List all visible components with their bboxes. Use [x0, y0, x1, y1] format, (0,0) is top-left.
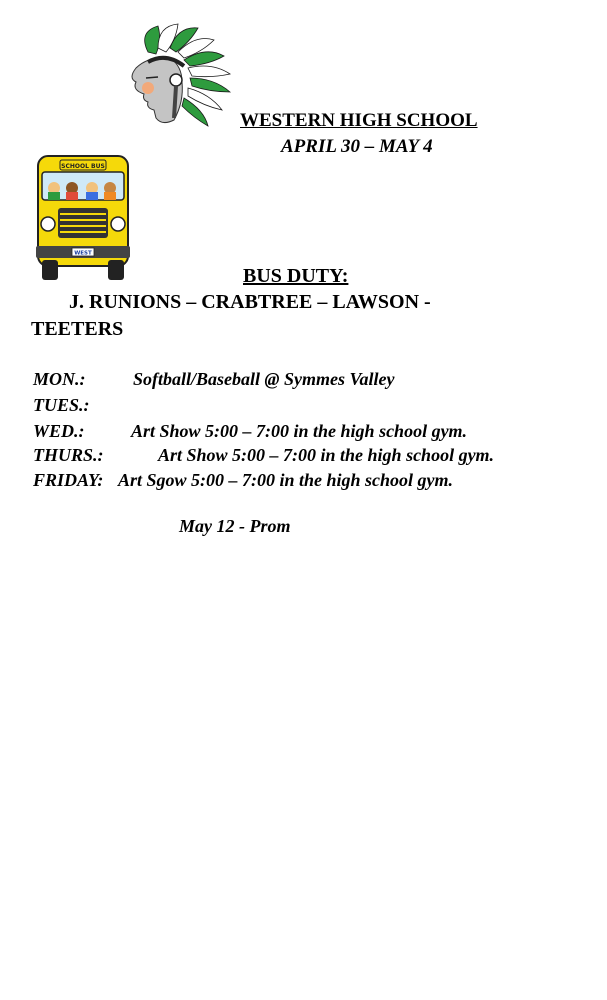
indian-headdress-logo-icon [118, 22, 236, 130]
schedule-day: THURS.: [33, 445, 104, 465]
date-range: APRIL 30 – MAY 4 [281, 136, 433, 157]
school-name-heading: WESTERN HIGH SCHOOL [240, 110, 478, 131]
bus-duty-names-line1: J. RUNIONS – CRABTREE – LAWSON - [69, 291, 431, 313]
schedule-activity: Softball/Baseball @ Symmes Valley [133, 369, 395, 389]
schedule-row-wednesday [33, 421, 468, 442]
school-bus-icon [30, 152, 136, 284]
bus-duty-names-line2: TEETERS [31, 318, 124, 340]
schedule-day: TUES.: [33, 395, 90, 415]
schedule-day: WED.: [33, 421, 85, 441]
schedule-row-tuesday [33, 395, 90, 416]
bus-sign-text: SCHOOL BUS [61, 163, 105, 170]
schedule-row-thursday [33, 445, 495, 466]
schedule-activity: Art Show 5:00 – 7:00 in the high school gym. [158, 445, 495, 465]
bus-plate-text: WEST [74, 250, 92, 257]
schedule-row-friday [33, 470, 454, 491]
schedule-day: MON.: [33, 369, 86, 389]
bus-duty-title: BUS DUTY: [243, 265, 349, 287]
schedule-activity: Art Sgow 5:00 – 7:00 in the high school gym. [118, 470, 454, 490]
schedule-day: FRIDAY: [33, 470, 104, 490]
schedule-activity: Art Show 5:00 – 7:00 in the high school gym. [131, 421, 468, 441]
prom-note: May 12 - Prom [179, 516, 291, 536]
schedule-row-monday [33, 369, 395, 390]
